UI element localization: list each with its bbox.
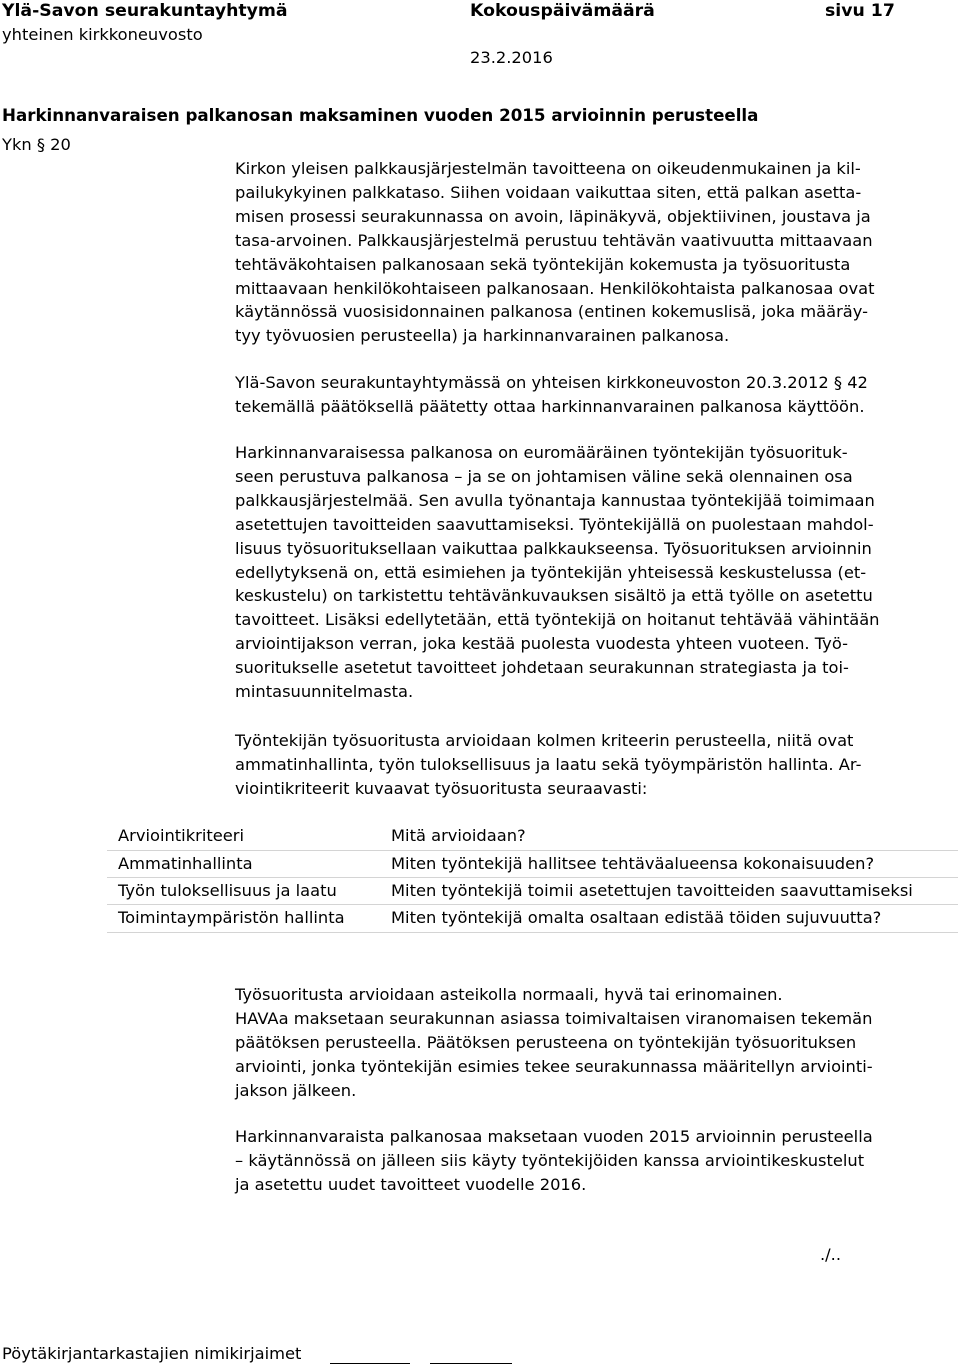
paragraph-3 (235, 441, 925, 704)
table-cell-criterion: Työn tuloksellisuus ja laatu (118, 881, 337, 900)
text-line: Harkinnanvaraisessa palkanosa on euromääräinen työntekijän työsuorituk- (235, 443, 848, 462)
table-cell-assessed: Miten työntekijä omalta osaltaan edistää töiden sujuvuutta? (391, 908, 882, 927)
text-line: lisuus työsuorituksellaan vaikuttaa palkkaukseensa. Työsuorituksen arvioinnin (235, 538, 872, 558)
text-line: jakson jälkeen. (235, 1080, 357, 1100)
table-rule (107, 850, 958, 851)
text-line: käytännössä vuosisidonnainen palkanosa (entinen kokemuslisä, joka määräy- (235, 302, 868, 322)
initials-line[interactable] (430, 1363, 512, 1364)
text-line: asetettujen tavoitteiden saavuttamiseksi. Työntekijällä on puolestaan mahdol- (235, 514, 874, 534)
text-line: arviointijakson verran, joka kestää puolesta vuodesta yhteen vuoteen. Työ- (235, 634, 848, 654)
text-line: päätöksen perusteella. Päätöksen perusteena on työntekijän työsuorituksen (235, 1032, 857, 1052)
paragraph-4 (235, 729, 925, 801)
initials-label: Pöytäkirjantarkastajien nimikirjaimet (2, 1344, 302, 1363)
text-line: suoritukselle asetetut tavoitteet johdetaan seurakunnan strategiasta ja toi- (235, 658, 849, 678)
text-line: viointikriteerit kuvaavat työsuoritusta seuraavasti: (235, 778, 648, 798)
paragraph-1 (235, 157, 925, 348)
meeting-date: 23.2.2016 (470, 48, 553, 67)
text-line: misen prosessi seurakunnassa on avoin, läpinäkyvä, objektiivinen, joustava ja (235, 206, 871, 226)
table-cell-assessed: Miten työntekijä hallitsee tehtäväalueensa kokonaisuuden? (391, 854, 875, 873)
text-line: Työsuoritusta arvioidaan asteikolla normaali, hyvä tai erinomainen. (235, 985, 783, 1004)
continuation-mark: ./.. (820, 1245, 842, 1264)
date-label: Kokouspäivämäärä (470, 1, 655, 21)
text-line: seen perustuva palkanosa – ja se on johtamisen väline sekä olennainen osa (235, 466, 853, 486)
text-line: tyy työvuosien perusteella) ja harkinnanvarainen palkanosa. (235, 326, 730, 346)
paragraph-2 (235, 371, 925, 419)
organization-name: Ylä-Savon seurakuntayhtymä (2, 1, 288, 21)
text-line: tasa-arvoinen. Palkkausjärjestelmä perustuu tehtävän vaativuutta mittaavaan (235, 230, 873, 250)
page-number: sivu 17 (825, 1, 895, 21)
text-line: tavoitteet. Lisäksi edellytetään, että työntekijä on hoitanut tehtävää vähintään (235, 610, 880, 630)
text-line: mittaavaan henkilökohtaiseen palkanosaan. Henkilökohtaista palkanosaa ovat (235, 278, 875, 298)
text-line: Harkinnanvaraista palkanosaa maksetaan vuoden 2015 arvioinnin perusteella (235, 1127, 873, 1146)
text-line: tehtäväkohtaisen palkanosaan sekä työntekijän kokemusta ja työsuoritusta (235, 254, 851, 274)
table-cell-criterion: Ammatinhallinta (118, 854, 253, 873)
table-rule (107, 877, 958, 878)
text-line: pailukykyinen palkkataso. Siihen voidaan vaikuttaa siten, että palkan asetta- (235, 182, 862, 202)
text-line: tekemällä päätöksellä päätetty ottaa harkinnanvarainen palkanosa käyttöön. (235, 396, 865, 416)
meeting-body: yhteinen kirkkoneuvosto (2, 25, 203, 44)
table-header-assessed: Mitä arvioidaan? (391, 826, 526, 845)
text-line: edellytyksenä on, että esimiehen ja työntekijän yhteisessä keskustelussa (et- (235, 562, 867, 582)
text-line: keskustelu) on tarkistettu tehtävänkuvauksen sisältö ja että työlle on asetettu (235, 586, 873, 606)
table-cell-assessed: Miten työntekijä toimii asetettujen tavoitteiden saavuttamiseksi (391, 881, 913, 900)
paragraph-6 (235, 1125, 925, 1197)
section-number: Ykn § 20 (2, 135, 71, 154)
text-line: Ylä-Savon seurakuntayhtymässä on yhteisen kirkkoneuvoston 20.3.2012 § 42 (235, 373, 868, 392)
text-line: arviointi, jonka työntekijän esimies tekee seurakunnassa määritellyn arviointi- (235, 1056, 873, 1076)
table-cell-criterion: Toimintaympäristön hallinta (118, 908, 345, 927)
text-line: palkkausjärjestelmää. Sen avulla työnantaja kannustaa työntekijää toimimaan (235, 490, 875, 510)
text-line: Työntekijän työsuoritusta arvioidaan kolmen kriteerin perusteella, niitä ovat (235, 731, 854, 750)
initials-line[interactable] (330, 1363, 410, 1364)
table-rule (107, 904, 958, 905)
table-header-criterion: Arviointikriteeri (118, 826, 244, 845)
table-rule (107, 932, 958, 933)
paragraph-5 (235, 983, 925, 1103)
text-line: Kirkon yleisen palkkausjärjestelmän tavoitteena on oikeudenmukainen ja kil- (235, 159, 861, 178)
text-line: HAVAa maksetaan seurakunnan asiassa toimivaltaisen viranomaisen tekemän (235, 1008, 873, 1028)
text-line: ja asetettu uudet tavoitteet vuodelle 2016. (235, 1174, 587, 1194)
text-line: ammatinhallinta, työn tuloksellisuus ja laatu sekä työympäristön hallinta. Ar- (235, 754, 862, 774)
document-title: Harkinnanvaraisen palkanosan maksaminen vuoden 2015 arvioinnin perusteella (2, 105, 759, 125)
text-line: – käytännössä on jälleen siis käyty työntekijöiden kanssa arviointikeskustelut (235, 1150, 865, 1170)
text-line: mintasuunnitelmasta. (235, 682, 414, 702)
